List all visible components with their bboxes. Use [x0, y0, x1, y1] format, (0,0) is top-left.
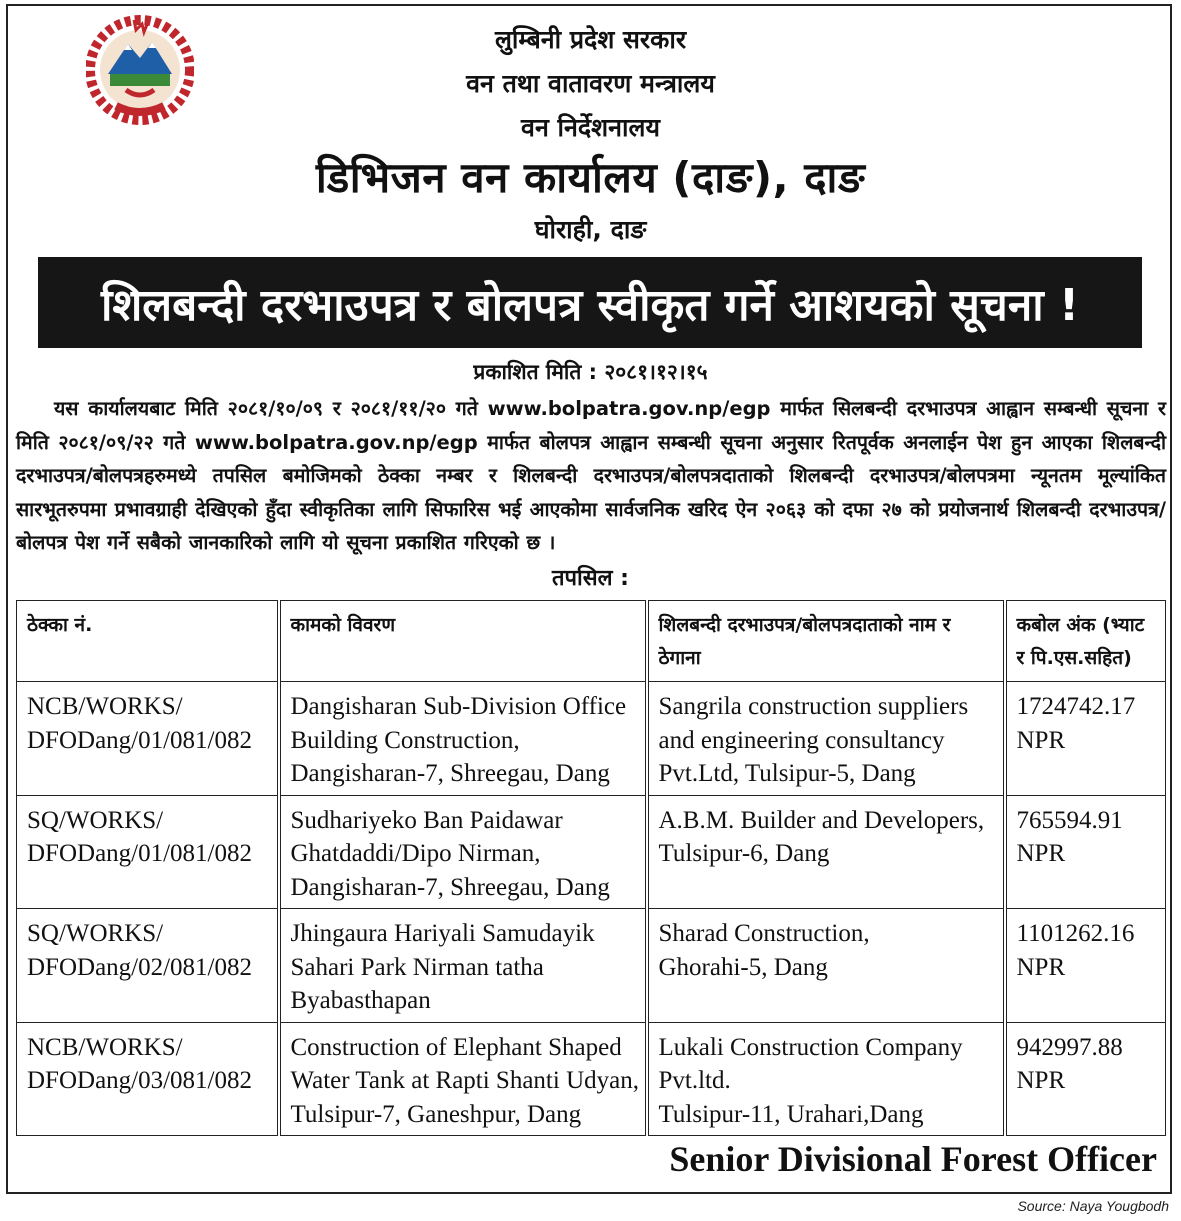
office-address: घोराही, दाङ: [534, 215, 647, 244]
cell-line: Tulsipur-7, Ganeshpur, Dang: [290, 1100, 582, 1128]
header-contract-no: ठेक्का नं.: [17, 601, 279, 682]
cell-line: Sangrila construction suppliers: [658, 693, 969, 720]
cell-line: DFODang/02/081/082: [27, 953, 252, 981]
cell-line: Building Construction,: [290, 726, 520, 754]
table-row: [17, 795, 1166, 909]
cell-amount: [1005, 909, 1166, 1023]
cell-line: A.B.M. Builder and Developers,: [658, 806, 985, 834]
header-description: कामको विवरण: [279, 601, 647, 682]
cell-line: Construction of Elephant Shaped: [290, 1033, 622, 1061]
bid-table: [16, 600, 1166, 1136]
cell-line: DFODang/01/081/082: [27, 840, 252, 867]
cell-line: NCB/WORKS/: [27, 1033, 183, 1061]
cell-line: Byabasthapan: [290, 987, 431, 1014]
cell-amount: [1005, 682, 1166, 796]
cell-line: Pvt.Ltd, Tulsipur-5, Dang: [658, 760, 916, 787]
cell-line: Ghorahi-5, Dang: [658, 953, 828, 981]
cell-line: Dangisharan-7, Shreegau, Dang: [290, 873, 610, 901]
cell-line: Sudhariyeko Ban Paidawar: [290, 806, 563, 834]
office-name: डिभिजन वन कार्यालय (दाङ), दाङ: [315, 153, 866, 202]
table-row: [17, 682, 1166, 796]
province-government: लुम्बिनी प्रदेश सरकार: [494, 25, 687, 54]
cell-line: 765594.91: [1016, 806, 1123, 834]
notice-body: यस कार्यालयबाट मिति २०८१/१०/०९ र २०८१/११/२० गते www.bolpatra.gov.np/egp मार्फत सिलबन्दी दरभाउपत्र आह्वान सम्बन्धी सूचना र मिति २०८१/०९/२२ गते www.bolpatra.gov.np/egp मार्फत बोलपत्र आह्वान सम्बन्धी सूचना अनुसार रितपूर्वक अनलाईन पेश हुन आएका शिलबन्दी दरभाउपत्र/बोलपत्रहरुमध्ये तपसिल बमोजिमको ठेक्का नम्बर र शिलबन्दी दरभाउपत्र/बोलपत्रदाताको शिलबन्दी दरभाउपत्र/बोलपत्रमा न्यूनतम मूल्यांकित सारभूतरुपमा प्रभावग्राही देखिएको हुँदा स्वीकृतिका लागि सिफारिस भई आएकोमा सार्वजनिक खरिद ऐन २०६३ को दफा २७ को प्रयोजनार्थ शिलबन्दी दरभाउपत्र/बोलपत्र पेश गर्ने सबैको जानकारिको लागि यो सूचना प्रकाशित गरिएको छ ।: [16, 397, 1166, 554]
cell-bidder: [647, 795, 1005, 909]
cell-line: 942997.88: [1016, 1033, 1123, 1061]
cell-line: 1101262.16: [1016, 920, 1135, 947]
cell-description: [279, 1022, 647, 1136]
cell-line: Jhingaura Hariyali Samudayik: [290, 920, 595, 947]
cell-line: DFODang/03/081/082: [27, 1067, 252, 1094]
cell-line: Pvt.ltd.: [658, 1067, 731, 1094]
cell-line: Dangisharan Sub-Division Office: [290, 693, 627, 720]
cell-line: Sahari Park Nirman tatha: [290, 953, 544, 981]
cell-line: NPR: [1016, 1067, 1066, 1094]
cell-description: [279, 909, 647, 1023]
cell-bidder: [647, 909, 1005, 1023]
cell-line: Tulsipur-11, Urahari,Dang: [658, 1100, 924, 1128]
cell-line: NPR: [1016, 953, 1066, 981]
cell-line: Tulsipur-6, Dang: [658, 840, 830, 867]
cell-contract-no: [17, 795, 279, 909]
source-credit: Source: Naya Yougbodh: [1017, 1198, 1169, 1214]
cell-line: NPR: [1016, 726, 1066, 754]
table-header-row: [17, 601, 1166, 682]
cell-line: DFODang/01/081/082: [27, 726, 252, 754]
cell-amount: [1005, 795, 1166, 909]
cell-line: 1724742.17: [1016, 693, 1136, 720]
published-date: प्रकाशित मिति : २०८१।१२।१५: [473, 360, 708, 384]
cell-description: [279, 682, 647, 796]
cell-contract-no: [17, 682, 279, 796]
cell-line: and engineering consultancy: [658, 726, 945, 754]
cell-amount: [1005, 1022, 1166, 1136]
cell-line: Lukali Construction Company: [658, 1033, 963, 1061]
cell-line: Sharad Construction,: [658, 920, 870, 947]
table-row: [17, 909, 1166, 1023]
ministry-name: वन तथा वातावरण मन्त्रालय: [466, 69, 715, 98]
cell-bidder: [647, 682, 1005, 796]
cell-bidder: [647, 1022, 1005, 1136]
header-bidder: शिलबन्दी दरभाउपत्र/बोलपत्रदाताको नाम र ठेगाना: [647, 601, 1005, 682]
cell-line: Dangisharan-7, Shreegau, Dang: [290, 760, 610, 787]
cell-line: Ghatdaddi/Dipo Nirman,: [290, 840, 541, 867]
cell-contract-no: [17, 1022, 279, 1136]
header-amount: कबोल अंक (भ्याट र पि.एस.सहित): [1005, 601, 1166, 682]
directorate-name: वन निर्देशनालय: [521, 113, 660, 142]
cell-contract-no: [17, 909, 279, 1023]
cell-line: Water Tank at Rapti Shanti Udyan,: [290, 1067, 639, 1094]
notice-title-banner: शिलबन्दी दरभाउपत्र र बोलपत्र स्वीकृत गर्ने आशयको सूचना !: [38, 257, 1142, 348]
cell-line: SQ/WORKS/: [27, 920, 164, 947]
signature-title: Senior Divisional Forest Officer: [669, 1139, 1157, 1179]
cell-description: [279, 795, 647, 909]
table-heading: तपसिल :: [552, 566, 629, 591]
table-row: [17, 1022, 1166, 1136]
cell-line: SQ/WORKS/: [27, 806, 164, 834]
cell-line: NCB/WORKS/: [27, 693, 183, 720]
cell-line: NPR: [1016, 840, 1066, 867]
